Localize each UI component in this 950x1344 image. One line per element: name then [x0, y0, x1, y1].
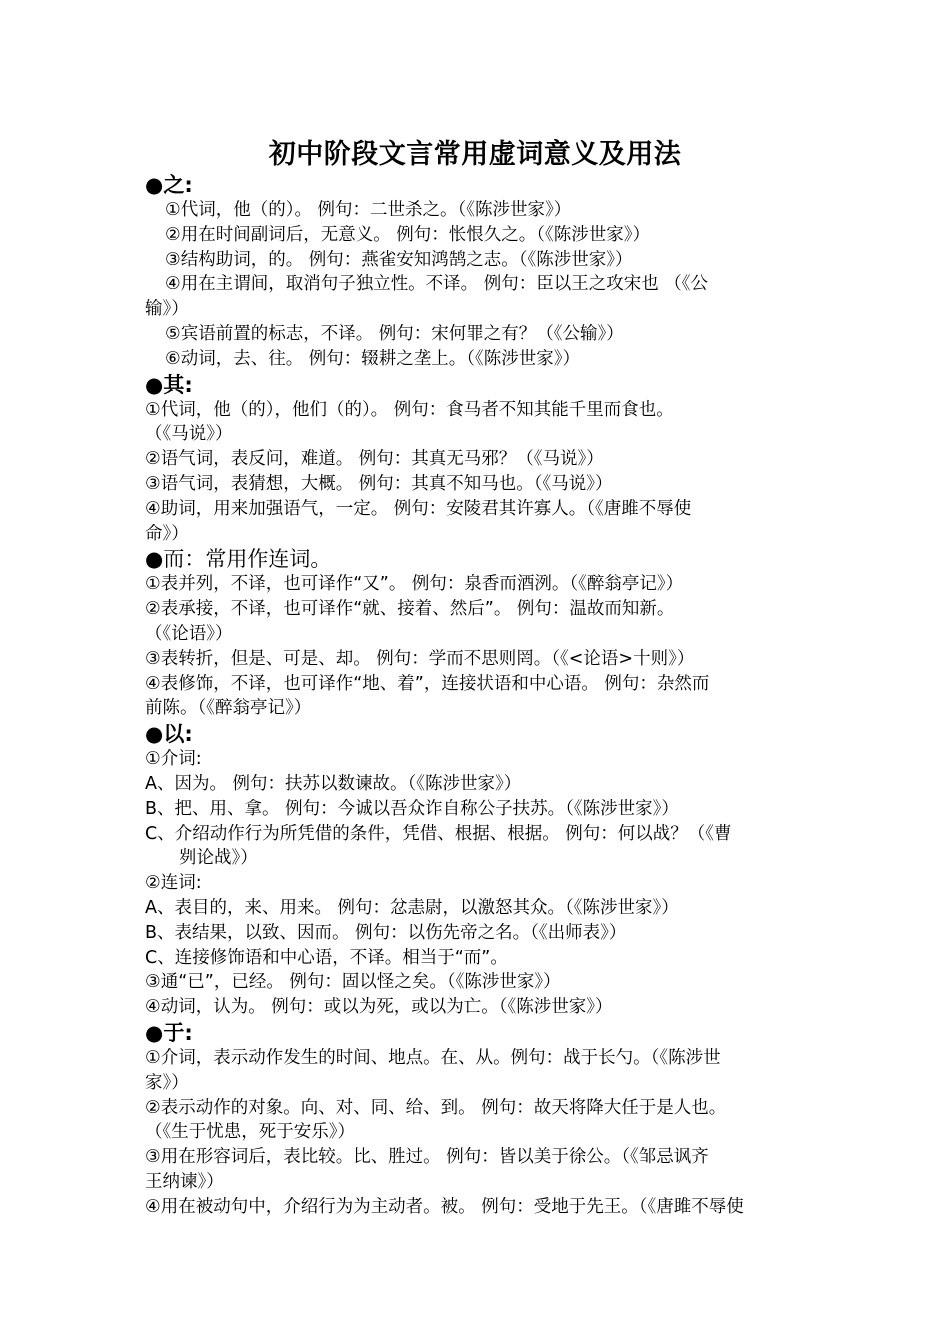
text-line: ②表示动作的对象。向、对、同、给、到。 例句：故天将降大任于是人也。	[145, 1097, 727, 1118]
text-line: 命》）	[145, 523, 189, 544]
text-line: ③结构助词，的。 例句：燕雀安知鸿鹄之志。（《陈涉世家》）	[165, 249, 633, 270]
text-line: ③表转折，但是、可是、却。 例句：学而不思则罔。（《<论语>十则》）	[145, 648, 695, 669]
text-line: 王纳谏》）	[145, 1171, 224, 1192]
text-line: ②表承接，不译，也可译作“就、接着、然后”。 例句：温故而知新。	[145, 599, 675, 620]
text-line: （《论语》）	[145, 623, 233, 644]
text-line: 家》）	[145, 1072, 189, 1093]
text-line: ①介词:	[145, 749, 202, 770]
section-heading-yu: ●于:	[145, 1020, 193, 1045]
text-line: ①代词，他（的）。 例句：二世杀之。（《陈涉世家》）	[165, 200, 572, 220]
text-line: ④表修饰，不译，也可译作“地、着”，连接状语和中心语。 例句：杂然而	[145, 673, 710, 694]
section-heading-yi: ●以:	[145, 722, 193, 747]
text-line: ⑤宾语前置的标志，不译。 例句：宋何罪之有？（《公输》）	[165, 323, 624, 344]
text-line: ④用在主谓间，取消句子独立性。不译。 例句：臣以王之攻宋也 （《公	[165, 274, 709, 295]
text-line: ③用在形容词后，表比较。比、胜过。 例句：皆以美于徐公。（《邹忌讽齐	[145, 1147, 709, 1168]
text-line: ④用在被动句中，介绍行为为主动者。被。 例句：受地于先王。（《唐雎不辱使	[145, 1196, 744, 1217]
text-line: ②用在时间副词后，无意义。 例句：怅恨久之。（《陈涉世家》）	[165, 224, 650, 245]
text-line: 前陈。（《醉翁亭记》）	[145, 698, 312, 719]
text-line: ④动词，认为。 例句：或以为死，或以为亡。（《陈涉世家》）	[145, 997, 613, 1018]
text-line: ③通“已”，已经。 例句：固以怪之矣。（《陈涉世家》）	[145, 972, 561, 993]
text-line: A、因为。 例句：扶苏以数谏故。（《陈涉世家》）	[145, 773, 522, 794]
text-line: B、把、用、拿。 例句：今诚以吾众诈自称公子扶苏。（《陈涉世家》）	[145, 798, 679, 819]
text-line: 刿论战》）	[179, 848, 258, 869]
text-line: ①表并列，不译，也可译作“又”。 例句：泉香而酒洌。（《醉翁亭记》）	[145, 574, 684, 595]
page-title: 初中阶段文言常用虚词意义及用法	[268, 139, 682, 170]
text-line: C、连接修饰语和中心语，不译。相当于“而”。	[145, 947, 508, 968]
text-line: ③语气词，表猜想，大概。 例句：其真不知马也。（《马说》）	[145, 473, 613, 494]
text-line: A、表目的，来、用来。 例句：忿恚尉，以激怒其众。（《陈涉世家》）	[145, 897, 679, 918]
section-heading-er: ●而：常用作连词。	[145, 547, 332, 572]
text-line: （《生于忧患，死于安乐》）	[145, 1122, 355, 1143]
text-line: ①介词，表示动作发生的时间、地点。在、从。例句：战于长勺。（《陈涉世	[145, 1047, 721, 1068]
text-line: ①代词，他（的），他们（的）。 例句：食马者不知其能千里而食也。	[145, 399, 674, 420]
section-heading-qi: ●其:	[145, 372, 193, 397]
text-line: ④助词，用来加强语气，一定。 例句：安陵君其许寡人。（《唐雎不辱使	[145, 498, 692, 519]
text-line: （《马说》）	[145, 424, 233, 445]
text-line: B、表结果，以致、因而。 例句：以伤先帝之名。（《出师表》）	[145, 922, 627, 943]
text-line: 输》）	[145, 299, 189, 320]
text-line: C、介绍动作行为所凭借的条件，凭借、根据、根据。 例句：何以战？（《曹	[145, 823, 732, 844]
text-line: ②语气词，表反问，难道。 例句：其真无马邪？（《马说》）	[145, 449, 604, 470]
text-line: ⑥动词，去、往。 例句：辍耕之垄上。（《陈涉世家》）	[165, 348, 580, 369]
section-heading-zhi: ●之:	[145, 173, 193, 197]
document-body	[145, 172, 810, 1219]
text-line: ②连词:	[145, 873, 202, 894]
